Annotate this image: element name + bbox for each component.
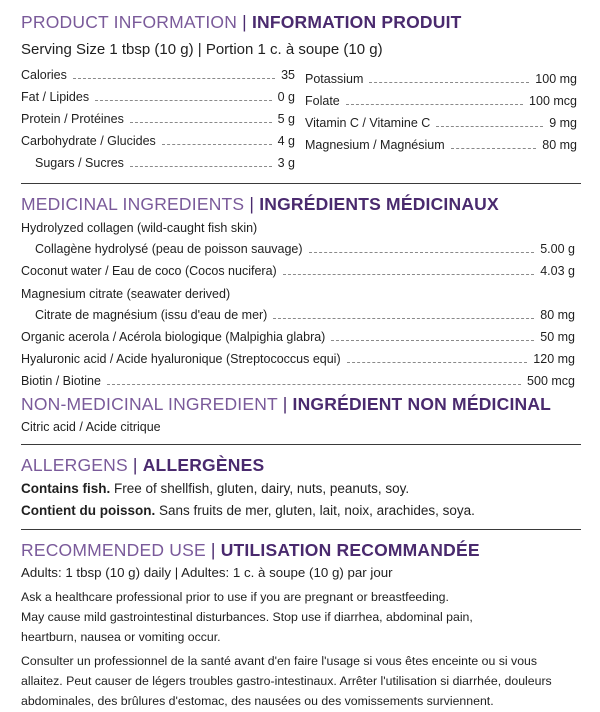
ingredient-line: Magnesium citrate (seawater derived) [21,287,231,301]
section-divider [21,183,581,184]
nutrient-row: Folate 100 mcg [305,94,577,108]
allergens-heading: ALLERGENS | ALLERGÈNES [21,455,265,475]
product-info-heading: PRODUCT INFORMATION | INFORMATION PRODUIT [21,12,462,32]
section-divider [21,529,581,530]
nutrient-row: Magnesium / Magnésium 80 mg [305,138,577,152]
ingredient-row: Collagène hydrolysé (peau de poisson sauvage) 5.00 g [35,242,575,256]
ingredient-row: Biotin / Biotine 500 mcg [21,374,575,388]
serving-size: Serving Size 1 tbsp (10 g) | Portion 1 c. à soupe (10 g) [21,41,383,58]
medicinal-heading: MEDICINAL INGREDIENTS | INGRÉDIENTS MÉDICINAUX [21,194,499,214]
non-medicinal-heading: NON-MEDICINAL INGREDIENT | INGRÉDIENT NON MÉDICINAL [21,394,552,414]
warning-fr: Consulter un professionnel de la santé avant d'en faire l'usage si vous êtes enceinte ou si vous allaitez. Peut causer de légers troubles gastro-intestinaux. Arrêter l'utilisation si diarrhée, douleurs abdominales, des brûlures d'estomac, des nausées ou des vomissements surviennent. [21,654,552,708]
nutrient-row: Potassium 100 mg [305,72,577,86]
allergens-fr: Contient du poisson. Sans fruits de mer, gluten, lait, noix, arachides, soya. [21,503,475,518]
ingredient-row: Coconut water / Eau de coco (Cocos nucifera) 4.03 g [21,264,575,278]
non-medicinal-text: Citric acid / Acide citrique [21,420,161,434]
nutrient-row: Carbohydrate / Glucides 4 g [21,134,295,148]
ingredient-row: Organic acerola / Acérola biologique (Malpighia glabra) 50 mg [21,330,575,344]
section-divider [21,444,581,445]
nutrient-row: Fat / Lipides 0 g [21,90,295,104]
allergens-en: Contains fish. Free of shellfish, gluten, dairy, nuts, peanuts, soy. [21,481,410,496]
dosage: Adults: 1 tbsp (10 g) daily | Adultes: 1 c. à soupe (10 g) par jour [21,565,393,580]
nutrient-row: Protein / Protéines 5 g [21,112,295,126]
nutrient-row: Vitamin C / Vitamine C 9 mg [305,116,577,130]
ingredient-row: Citrate de magnésium (issu d'eau de mer) 80 mg [35,308,575,322]
nutrient-row: Calories 35 [21,68,295,82]
ingredient-row: Hyaluronic acid / Acide hyaluronique (Streptococcus equi) 120 mg [21,352,575,366]
ingredient-line: Hydrolyzed collagen (wild-caught fish skin) [21,221,258,235]
warning-en: Ask a healthcare professional prior to use if you are pregnant or breastfeeding. May cause mild gastrointestinal disturbances. Stop use if diarrhea, abdominal pain, heartburn, nausea or vomiting occur. [21,590,473,644]
recommended-heading: RECOMMENDED USE | UTILISATION RECOMMANDÉE [21,540,480,560]
nutrient-row: Sugars / Sucres 3 g [35,156,295,170]
